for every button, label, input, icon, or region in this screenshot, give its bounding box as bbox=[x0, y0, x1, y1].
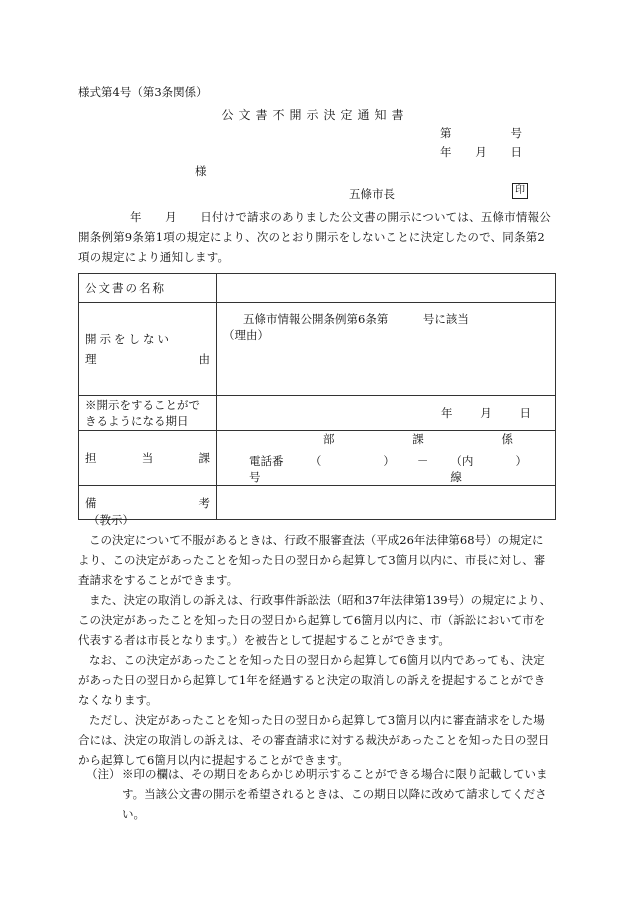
issuer-name: 五條市長 bbox=[349, 187, 395, 201]
document-title: 公文書不開示決定通知書 bbox=[221, 108, 409, 122]
row-reason bbox=[79, 303, 556, 396]
instruction-paragraph-3: なお、この決定があったことを知った日の翌日から起算して6箇月以内であっても、決定があった日の翌日から起算して1年を経過すると決定の取消しの訴えを提起することができなくなります。 bbox=[78, 653, 546, 707]
instruction-section bbox=[78, 510, 553, 770]
row-period bbox=[79, 396, 556, 431]
reason-label-line1: 開示をしない bbox=[85, 332, 172, 346]
date-month: 月 bbox=[475, 145, 487, 159]
row-charge bbox=[79, 431, 556, 486]
tel-row: 電話番号 （ ） － （内線 ） bbox=[249, 454, 527, 484]
document-date bbox=[440, 144, 522, 160]
document-number bbox=[440, 125, 522, 141]
value-reason[interactable] bbox=[217, 303, 556, 396]
label-reason bbox=[79, 303, 217, 396]
decision-table bbox=[78, 273, 556, 520]
intro-text: 日付けで請求のありました公文書の開示については、五條市情報公開条例第9条第1項の規定により、次のとおり開示をしないことに決定したので、同条第2項の規定により通知します。 bbox=[78, 210, 551, 264]
reason-article: 五條市情報公開条例第6条第 号に該当 bbox=[243, 312, 469, 326]
instruction-paragraph-1: この決定について不服があるときは、行政不服審査法（平成26年法律第68号）の規定により、この決定があったことを知った日の翌日から起算して3箇月以内に、市長に対し、審査請求をすることができます。 bbox=[78, 533, 546, 587]
intro-paragraph bbox=[78, 207, 553, 267]
instruction-paragraph-2: また、決定の取消しの訴えは、行政事件訴訟法（昭和37年法律第139号）の規定により、この決定があったことを知った日の翌日から起算して6箇月以内に、市（訴訟において市を代表する者は市長となります。）を被告として提起することができます。 bbox=[78, 593, 552, 647]
date-year: 年 bbox=[440, 145, 452, 159]
date-day: 日 bbox=[510, 145, 522, 159]
period-date: 年 月 日 bbox=[441, 406, 531, 420]
note-text: ※印の欄は、その期日をあらかじめ明示することができる場合に限り記載しています。当該公文書の開示を希望されるときは、この期日以降に改めて請求してください。 bbox=[122, 767, 548, 821]
label-period: ※開示をすることができるようになる期日 bbox=[79, 396, 217, 431]
intro-month: 月 bbox=[165, 210, 177, 224]
addressee-suffix: 様 bbox=[195, 164, 207, 178]
number-prefix: 第 bbox=[440, 126, 452, 140]
value-period[interactable] bbox=[217, 396, 556, 431]
label-document-name: 公文書の名称 bbox=[79, 274, 217, 303]
intro-year: 年 bbox=[130, 210, 142, 224]
label-charge: 担 当 課 bbox=[79, 431, 217, 486]
reason-paren: （理由） bbox=[223, 328, 269, 342]
instruction-heading: （教示） bbox=[88, 513, 134, 527]
label-remarks: 備 考 bbox=[79, 486, 217, 520]
value-document-name[interactable] bbox=[217, 274, 556, 303]
instruction-paragraph-4: ただし、決定があったことを知った日の翌日から起算して3箇月以内に審査請求をした場合には、決定の取消しの訴えは、その審査請求に対する裁決があったことを知った日の翌日から起算して6箇月以内に提起することができます。 bbox=[78, 713, 550, 767]
number-suffix: 号 bbox=[510, 126, 522, 140]
row-document-name bbox=[79, 274, 556, 303]
form-number: 様式第4号（第3条関係） bbox=[78, 85, 208, 99]
note-section bbox=[86, 764, 554, 824]
seal-mark: 印 bbox=[512, 183, 528, 199]
reason-label-line2: 理 由 bbox=[85, 352, 210, 366]
value-charge[interactable] bbox=[217, 431, 556, 486]
note-label: （注） bbox=[86, 767, 121, 781]
dept-row: 部 課 係 bbox=[323, 432, 513, 446]
